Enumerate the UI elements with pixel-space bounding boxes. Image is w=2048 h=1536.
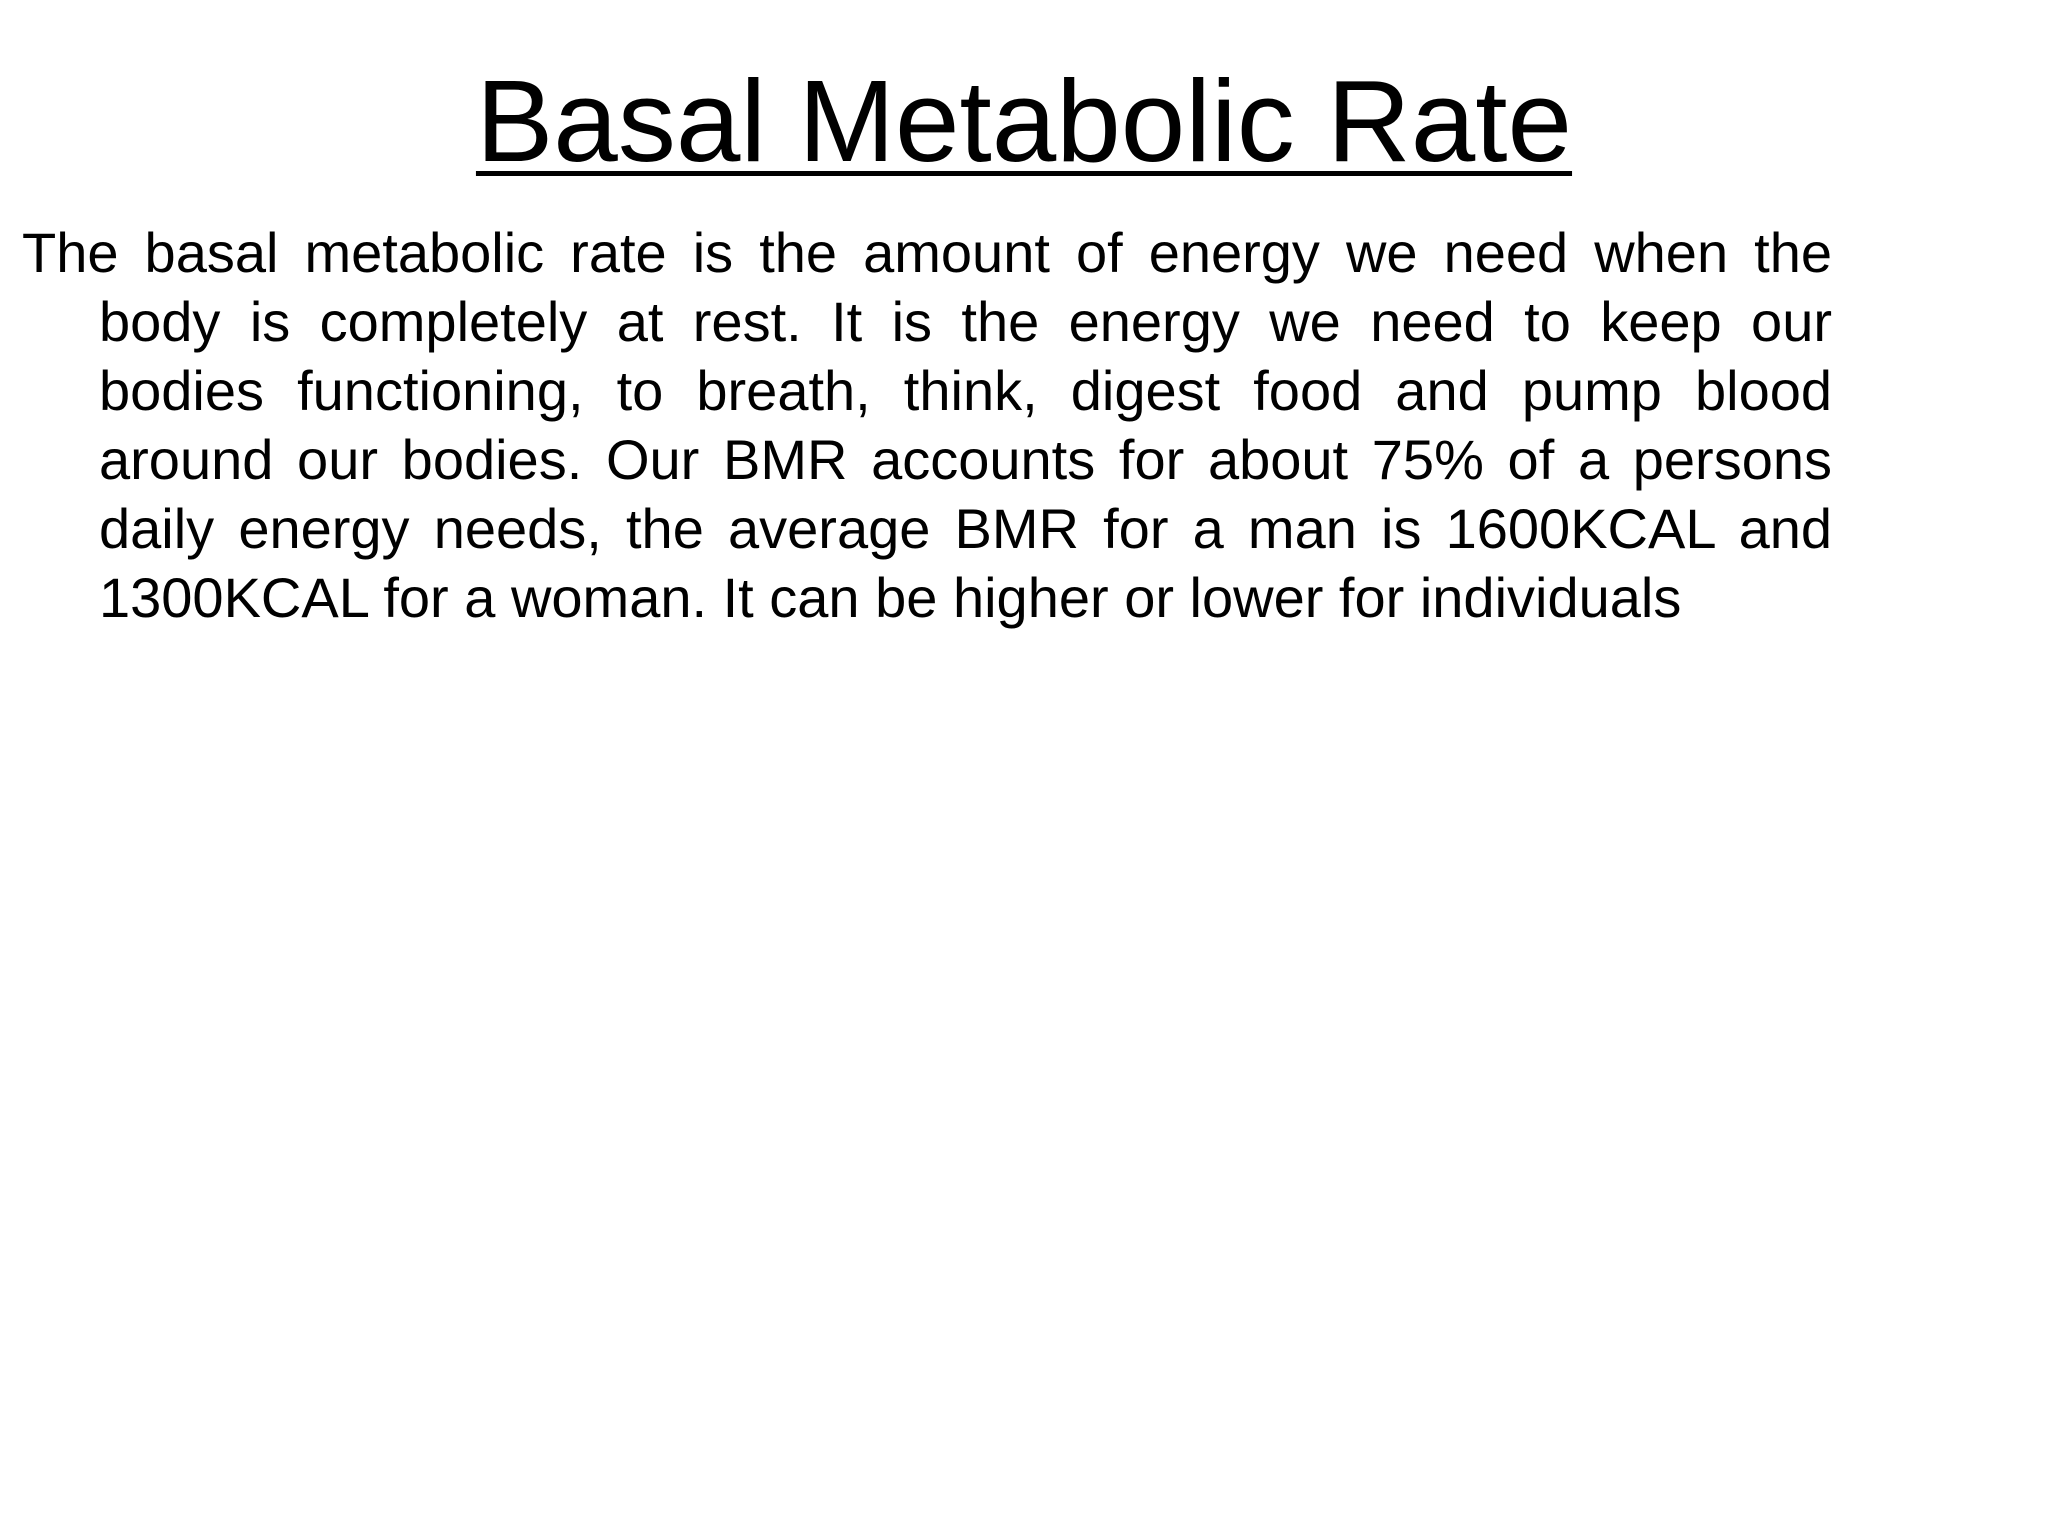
slide-title: Basal Metabolic Rate <box>475 56 1573 186</box>
slide-body-text: The basal metabolic rate is the amount of energy we need when the body is completely at rest. It is the energy we need to keep our bodies functioning, to breath, think, digest food and pump blood around our bodies. Our BMR accounts for about 75% of a persons daily energy needs, the average BMR for a man is 1600KCAL and 1300KCAL for a woman. It can be higher or lower for individuals <box>22 221 1832 629</box>
